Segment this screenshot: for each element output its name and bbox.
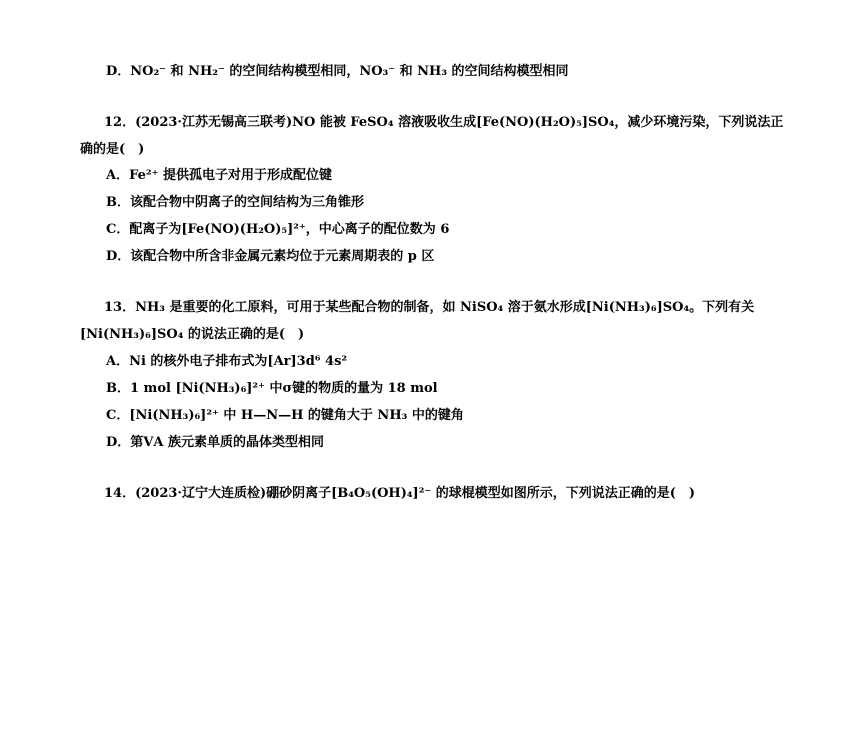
question-12-stem-line-2: 确的是( ) bbox=[80, 142, 145, 157]
question-12-option-a: A．Fe²⁺ 提供孤电子对用于形成配位键 bbox=[106, 168, 332, 183]
question-12-option-d: D．该配合物中所含非金属元素均位于元素周期表的 p 区 bbox=[106, 249, 435, 264]
question-13-stem-line-1: 13．NH₃ 是重要的化工原料，可用于某些配合物的制备，如 NiSO₄ 溶于氨水形成[Ni(NH₃)₆]SO₄。下列有关 bbox=[104, 300, 755, 315]
question-14-stem-line-1: 14．(2023·辽宁大连质检)硼砂阴离子[B₄O₅(OH)₄]²⁻ 的球棍模型如图所示，下列说法正确的是( ) bbox=[104, 486, 696, 501]
question-12-option-b: B．该配合物中阴离子的空间结构为三角锥形 bbox=[106, 195, 364, 210]
question-13-option-d: D．第ⅤA 族元素单质的晶体类型相同 bbox=[106, 435, 324, 450]
question-12-stem-line-1: 12．(2023·江苏无锡高三联考)NO 能被 FeSO₄ 溶液吸收生成[Fe(NO)(H₂O)₅]SO₄，减少环境污染，下列说法正 bbox=[104, 115, 784, 130]
question-12-option-c: C．配离子为[Fe(NO)(H₂O)₅]²⁺，中心离子的配位数为 6 bbox=[106, 222, 450, 237]
question-13-stem-line-2: [Ni(NH₃)₆]SO₄ 的说法正确的是( ) bbox=[80, 327, 305, 342]
question-13-option-a: A．Ni 的核外电子排布式为[Ar]3d⁶ 4s² bbox=[106, 354, 348, 369]
question-13-option-b: B．1 mol [Ni(NH₃)₆]²⁺ 中σ键的物质的量为 18 mol bbox=[106, 381, 438, 396]
question-13-option-c: C．[Ni(NH₃)₆]²⁺ 中 H—N—H 的键角大于 NH₃ 中的键角 bbox=[106, 408, 464, 423]
question-11-option-d: D．NO₂⁻ 和 NH₂⁻ 的空间结构模型相同，NO₃⁻ 和 NH₃ 的空间结构模型相同 bbox=[106, 64, 569, 79]
